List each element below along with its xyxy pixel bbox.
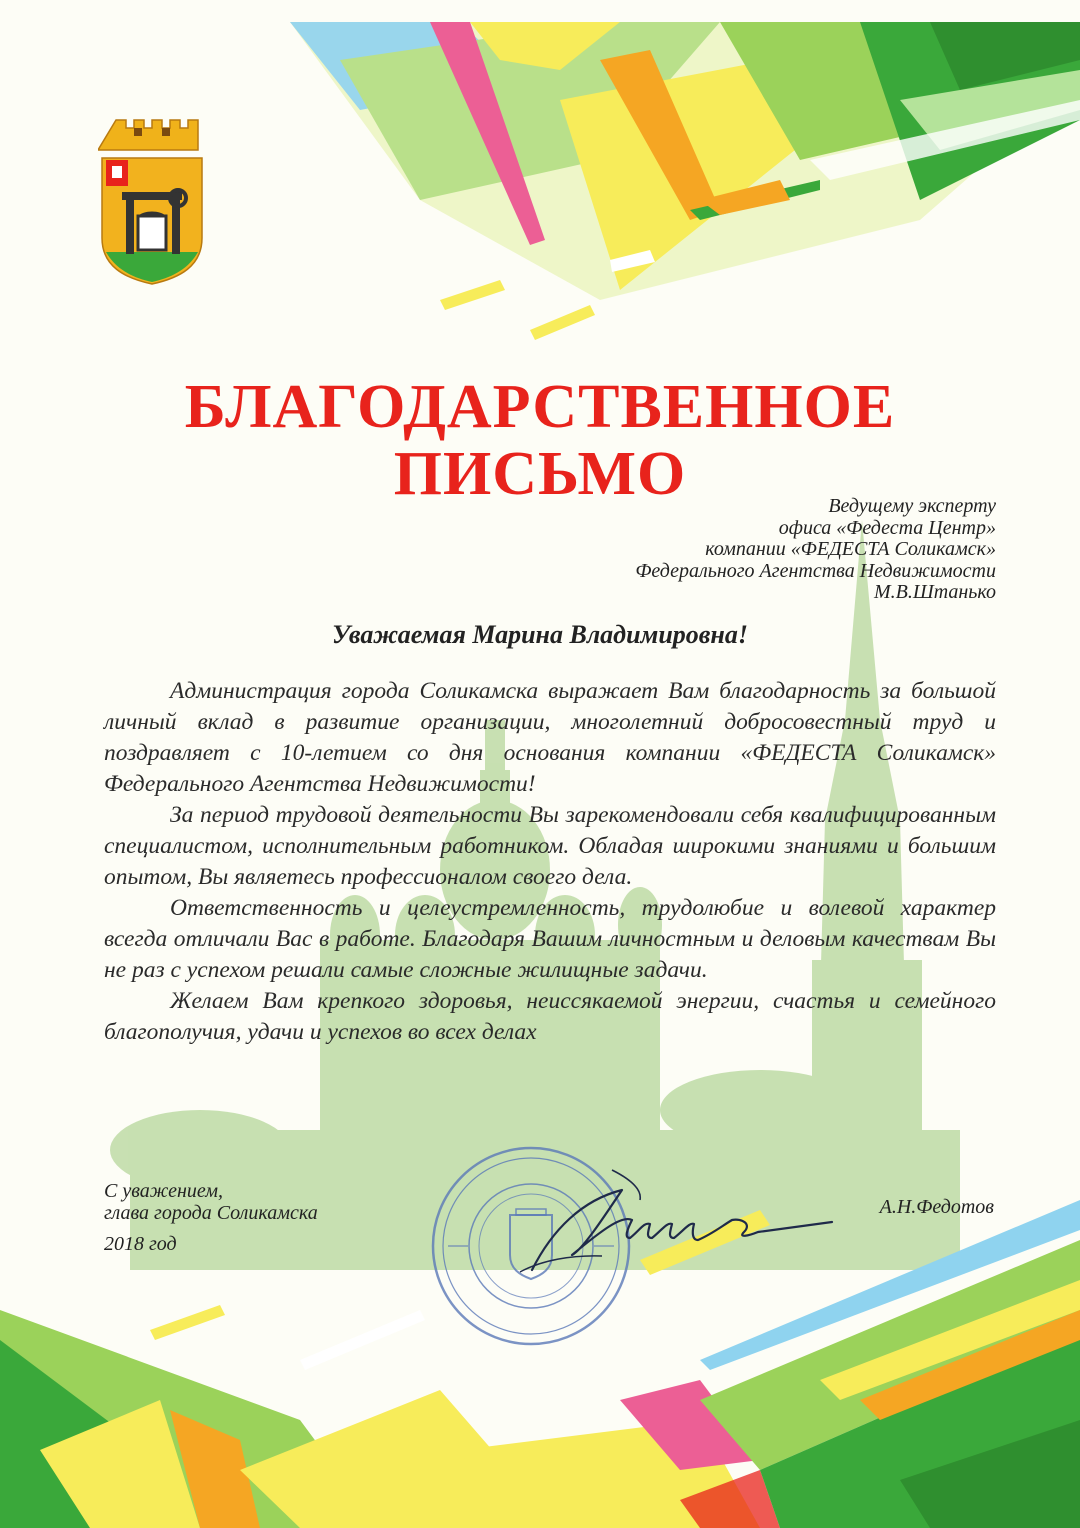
addressee-line: офиса «Федеста Центр» — [778, 516, 996, 539]
addressee-line: Ведущему эксперту — [828, 495, 996, 517]
handwritten-signature — [512, 1160, 842, 1280]
top-geometric-stripes — [290, 22, 1080, 340]
city-coat-of-arms-icon — [98, 112, 206, 288]
document-title-line-1: БЛАГОДАРСТВЕННОЕ — [184, 373, 896, 441]
addressee-block — [635, 496, 996, 604]
body-paragraph: За период трудовой деятельности Вы зарекомендовали себя квалифицированным специалистом, исполнительным работником. Обладая широкими знаниями и большим опытом, Вы являетесь профессионалом своего дела. — [104, 802, 996, 890]
addressee-line: Федерального Агентства Недвижимости — [635, 559, 996, 582]
letter-year: 2018 год — [104, 1233, 177, 1255]
addressee-line: компании «ФЕДЕСТА Соликамск» — [705, 538, 996, 560]
closing-position: глава города Соликамска — [104, 1202, 318, 1224]
letter-body — [104, 676, 996, 1048]
addressee-line: М.В.Штанько — [873, 581, 996, 603]
signer-name: А.Н.Федотов — [879, 1196, 994, 1218]
document-title-line-2: ПИСЬМО — [393, 440, 687, 508]
body-paragraph: Желаем Вам крепкого здоровья, неиссякаемой энергии, счастья и семейного благополучия, удачи и успехов во всех делах — [104, 988, 996, 1045]
closing-regards: С уважением, — [104, 1180, 224, 1202]
closing-block — [104, 1180, 318, 1224]
body-paragraph: Ответственность и целеустремленность, трудолюбие и волевой характер всегда отличали Вас в работе. Благодаря Вашим личностным и деловым качествам Вы не раз с успехом решали самые сложные жилищные задачи. — [104, 895, 996, 983]
body-paragraph: Администрация города Соликамска выражает Вам благодарность за большой личный вклад в развитие организации, многолетний добросовестный труд и поздравляет с 10-летием со дня основания компании «ФЕДЕСТА Соликамск» Федерального Агентства Недвижимости! — [104, 678, 996, 797]
greeting: Уважаемая Марина Владимировна! — [332, 620, 748, 649]
